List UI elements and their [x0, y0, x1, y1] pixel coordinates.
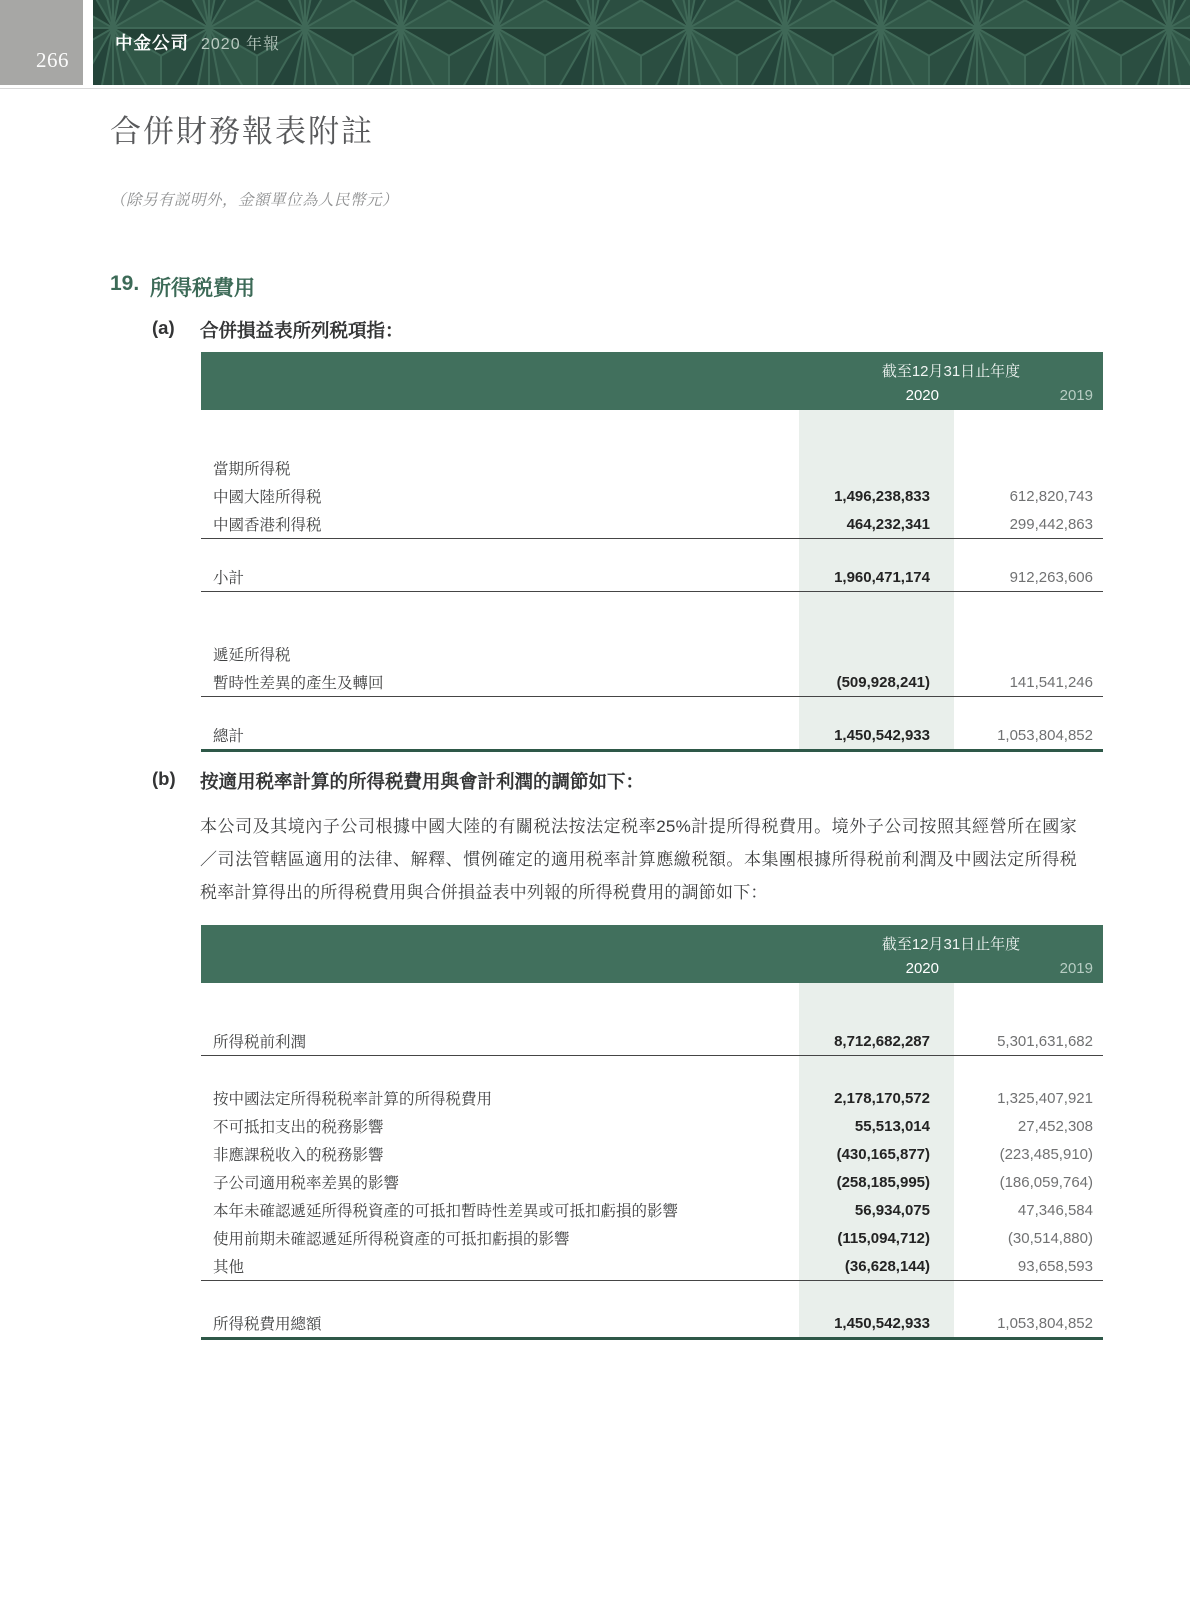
value-2019: 47,346,584 [1017, 1201, 1093, 1219]
value-2019 [954, 640, 1103, 668]
document-title: 合併財務報表附註 [110, 114, 374, 149]
tax-reconciliation-table [201, 925, 1103, 1340]
table-bottom-rule [201, 749, 1103, 752]
value-2020: 8,712,682,287 [799, 1027, 954, 1055]
row-label: 暫時性差異的產生及轉回 [213, 675, 384, 692]
table-row-total [201, 1309, 1103, 1337]
value-2019: 1,053,804,852 [997, 726, 1093, 744]
value-2019: 612,820,743 [1009, 487, 1093, 505]
year-2019-header: 2019 [1059, 387, 1093, 404]
income-tax-table [201, 352, 1103, 752]
period-header: 截至12月31日止年度 [881, 363, 1021, 380]
value-2020: (430,165,877) [799, 1140, 954, 1168]
year-2020-header: 2020 [905, 387, 939, 404]
item-b-heading [152, 768, 644, 794]
table-row [201, 668, 1103, 696]
spacer-row [201, 697, 1103, 721]
item-b-paragraph: 本公司及其境內子公司根據中國大陸的有關税法按法定税率25%計提所得税費用。境外子公司按照其經營所在國家／司法管轄區適用的法律、解釋、慣例確定的適用税率計算應繳税額。本集團根據所得税前利潤及中國法定所得税税率計算得出的所得税費用與合併損益表中列報的所得税費用的調節如下： [200, 817, 1077, 902]
report-edition: 2020 年報 [201, 36, 281, 53]
value-2019: 299,442,863 [1009, 515, 1093, 533]
row-label: 遞延所得税 [213, 647, 291, 664]
value-2019: 27,452,308 [1017, 1117, 1093, 1135]
table-row [201, 1168, 1103, 1196]
row-label: 中國大陸所得税 [213, 489, 322, 506]
year-2019-header: 2019 [1059, 960, 1093, 977]
page-number: 266 [36, 48, 69, 72]
table-b-header [201, 925, 1103, 983]
table-row [201, 640, 1103, 668]
row-label: 所得税前利潤 [213, 1034, 307, 1051]
table-a-header [201, 352, 1103, 410]
table-row [201, 1084, 1103, 1112]
row-label: 所得税費用總額 [213, 1316, 322, 1333]
row-label: 總計 [213, 728, 245, 745]
row-label: 中國香港利得税 [213, 517, 322, 534]
page-number-box [0, 0, 83, 85]
value-2020: (509,928,241) [799, 668, 954, 696]
section-number: 19. [110, 272, 140, 295]
spacer-row [201, 983, 1103, 1027]
value-2020: 1,450,542,933 [799, 721, 954, 749]
value-2019: 1,053,804,852 [997, 1314, 1093, 1332]
value-2020: 2,178,170,572 [799, 1084, 954, 1112]
table-row [201, 563, 1103, 591]
header-divider [0, 88, 1190, 89]
table-row [201, 1252, 1103, 1280]
item-a-marker: (a) [152, 317, 175, 338]
value-2020: 55,513,014 [799, 1112, 954, 1140]
header-banner [93, 0, 1190, 85]
value-2019: 5,301,631,682 [997, 1032, 1093, 1050]
value-2020: 1,960,471,174 [799, 563, 954, 591]
table-row [201, 482, 1103, 510]
section-19-heading [110, 272, 255, 302]
item-a-heading [152, 317, 404, 343]
table-row-total [201, 721, 1103, 749]
row-label: 使用前期未確認遞延所得税資產的可抵扣虧損的影響 [213, 1231, 570, 1248]
table-bottom-rule [201, 1337, 1103, 1340]
table-row [201, 1224, 1103, 1252]
spacer-row [201, 410, 1103, 454]
spacer-row [201, 1281, 1103, 1309]
table-row [201, 1112, 1103, 1140]
spacer-row [201, 592, 1103, 640]
currency-unit-note: （除另有説明外，金額單位為人民幣元） [110, 192, 399, 209]
row-label: 本年未確認遞延所得税資產的可抵扣暫時性差異或可抵扣虧損的影響 [213, 1203, 679, 1220]
row-label: 其他 [213, 1259, 245, 1276]
value-2019: 141,541,246 [1009, 673, 1093, 691]
value-2020: 1,450,542,933 [799, 1309, 954, 1337]
value-2020: 464,232,341 [799, 510, 954, 538]
row-label: 當期所得税 [213, 461, 291, 478]
banner-text [115, 0, 280, 85]
section-title: 所得税費用 [150, 277, 255, 300]
item-b-marker: (b) [152, 768, 176, 789]
value-2020: 1,496,238,833 [799, 482, 954, 510]
year-2020-header: 2020 [905, 960, 939, 977]
value-2019: (30,514,880) [1007, 1229, 1093, 1247]
value-2020 [799, 454, 954, 482]
value-2019: 912,263,606 [1009, 568, 1093, 586]
table-row [201, 1196, 1103, 1224]
period-header: 截至12月31日止年度 [881, 936, 1021, 953]
item-a-title: 合併損益表所列税項指： [200, 320, 404, 341]
value-2019: (186,059,764) [999, 1173, 1093, 1191]
row-label: 子公司適用税率差異的影響 [213, 1175, 400, 1192]
spacer-row [201, 1056, 1103, 1084]
table-row [201, 510, 1103, 538]
item-b-title: 按適用税率計算的所得税費用與會計利潤的調節如下： [200, 771, 645, 792]
table-row [201, 1140, 1103, 1168]
value-2019: 1,325,407,921 [997, 1089, 1093, 1107]
company-name: 中金公司 [115, 33, 189, 53]
value-2020: (115,094,712) [799, 1224, 954, 1252]
value-2019 [954, 454, 1103, 482]
table-row [201, 1027, 1103, 1055]
value-2020: (258,185,995) [799, 1168, 954, 1196]
value-2020: 56,934,075 [799, 1196, 954, 1224]
value-2020 [799, 640, 954, 668]
row-label: 非應課税收入的税務影響 [213, 1147, 384, 1164]
row-label: 小計 [213, 570, 245, 587]
value-2019: 93,658,593 [1017, 1257, 1093, 1275]
value-2019: (223,485,910) [999, 1145, 1093, 1163]
spacer-row [201, 539, 1103, 563]
row-label: 不可抵扣支出的税務影響 [213, 1119, 384, 1136]
table-row [201, 454, 1103, 482]
value-2020: (36,628,144) [799, 1252, 954, 1280]
row-label: 按中國法定所得税税率計算的所得税費用 [213, 1091, 493, 1108]
